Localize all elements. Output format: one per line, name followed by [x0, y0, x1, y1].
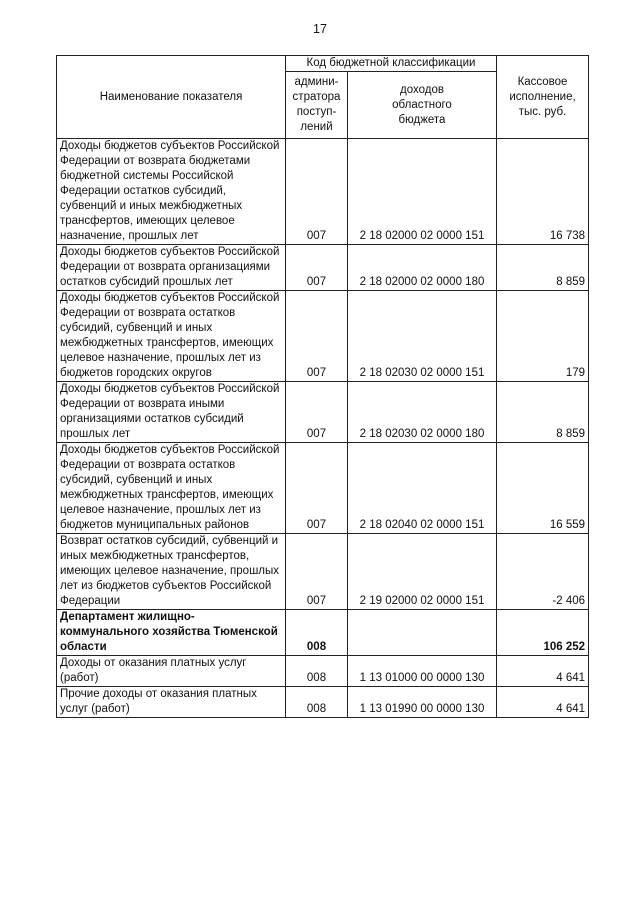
header-code-group: Код бюджетной классификации — [286, 56, 497, 72]
row-amount: -2 406 — [497, 534, 589, 610]
budget-table — [56, 55, 589, 718]
table-row — [57, 245, 589, 291]
row-budget-code — [348, 610, 497, 656]
row-admin-code: 008 — [286, 687, 348, 718]
row-budget-code: 2 18 02030 02 0000 180 — [348, 382, 497, 443]
row-name: Департамент жилищно-коммунального хозяйства Тюменской области — [57, 610, 286, 656]
row-admin-code: 007 — [286, 245, 348, 291]
table-row — [57, 610, 589, 656]
page-number: 17 — [313, 22, 327, 36]
row-budget-code: 2 19 02000 02 0000 151 — [348, 534, 497, 610]
row-budget-code: 2 18 02000 02 0000 180 — [348, 245, 497, 291]
row-name: Доходы бюджетов субъектов Российской Федерации от возврата организациями остатков субсидий прошлых лет — [57, 245, 286, 291]
table-row — [57, 382, 589, 443]
row-admin-code: 007 — [286, 291, 348, 382]
row-amount: 4 641 — [497, 656, 589, 687]
row-budget-code: 2 18 02040 02 0000 151 — [348, 443, 497, 534]
row-amount: 179 — [497, 291, 589, 382]
row-admin-code: 008 — [286, 610, 348, 656]
row-name: Доходы от оказания платных услуг (работ) — [57, 656, 286, 687]
row-budget-code: 1 13 01990 00 0000 130 — [348, 687, 497, 718]
row-name: Доходы бюджетов субъектов Российской Федерации от возврата остатков субсидий, субвенций и иных межбюджетных трансфертов, имеющих целевое назначение, прошлых лет из бюджетов муниципальных районов — [57, 443, 286, 534]
row-name: Доходы бюджетов субъектов Российской Федерации от возврата иными организациями остатков субсидий прошлых лет — [57, 382, 286, 443]
row-amount: 16 738 — [497, 139, 589, 245]
table-body — [57, 139, 589, 718]
table-row — [57, 687, 589, 718]
row-amount: 8 859 — [497, 245, 589, 291]
row-budget-code: 2 18 02000 02 0000 151 — [348, 139, 497, 245]
row-amount: 16 559 — [497, 443, 589, 534]
row-budget-code: 1 13 01000 00 0000 130 — [348, 656, 497, 687]
row-name: Прочие доходы от оказания платных услуг (работ) — [57, 687, 286, 718]
row-name: Доходы бюджетов субъектов Российской Федерации от возврата бюджетами бюджетной системы Российской Федерации остатков субсидий, субвенций и иных межбюджетных трансфертов, имеющих целевое назначение, прошлых лет — [57, 139, 286, 245]
row-admin-code: 008 — [286, 656, 348, 687]
table-row — [57, 443, 589, 534]
header-income: доходов областного бюджета — [348, 72, 497, 139]
table-row — [57, 534, 589, 610]
table-header — [57, 56, 589, 139]
row-amount: 8 859 — [497, 382, 589, 443]
table-row — [57, 291, 589, 382]
row-name: Доходы бюджетов субъектов Российской Федерации от возврата остатков субсидий, субвенций и иных межбюджетных трансфертов, имеющих целевое назначение, прошлых лет из бюджетов городских округов — [57, 291, 286, 382]
row-admin-code: 007 — [286, 139, 348, 245]
row-amount: 106 252 — [497, 610, 589, 656]
header-admin: админи- стратора поступ- лений — [286, 72, 348, 139]
table-row — [57, 139, 589, 245]
row-amount: 4 641 — [497, 687, 589, 718]
header-name: Наименование показателя — [57, 56, 286, 139]
row-budget-code: 2 18 02030 02 0000 151 — [348, 291, 497, 382]
row-admin-code: 007 — [286, 443, 348, 534]
header-amount: Кассовое исполнение, тыс. руб. — [497, 56, 589, 139]
row-admin-code: 007 — [286, 534, 348, 610]
row-admin-code: 007 — [286, 382, 348, 443]
row-name: Возврат остатков субсидий, субвенций и иных межбюджетных трансфертов, имеющих целевое назначение, прошлых лет из бюджетов субъектов Российской Федерации — [57, 534, 286, 610]
table-row — [57, 656, 589, 687]
